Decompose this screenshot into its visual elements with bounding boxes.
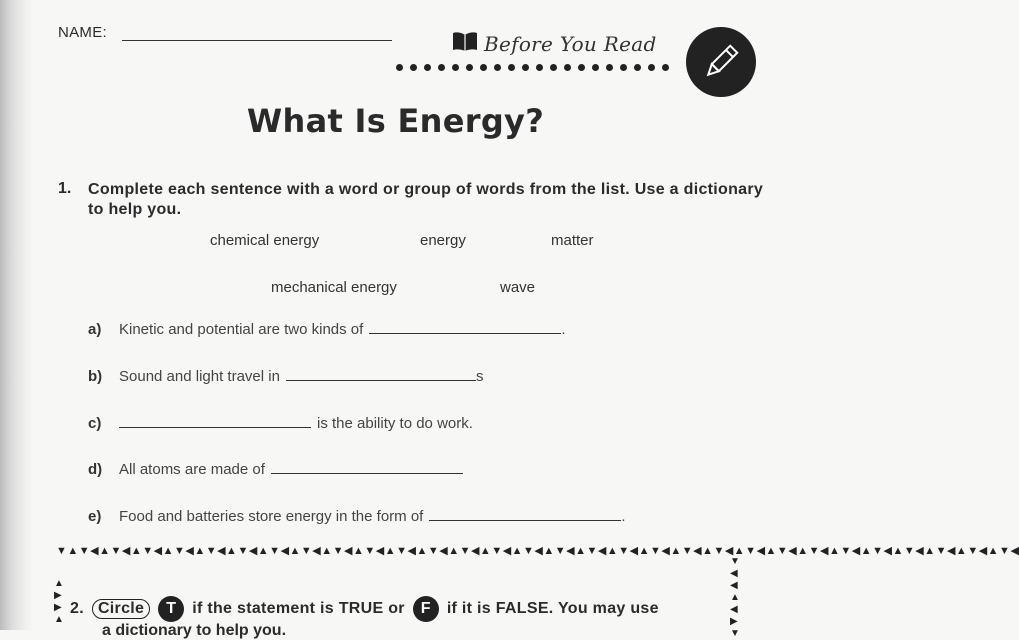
name-field[interactable] bbox=[122, 40, 392, 41]
item-text-end: s bbox=[475, 368, 484, 385]
item-text: All atoms are made of bbox=[119, 461, 265, 478]
item-text: Kinetic and potential are two kinds of bbox=[119, 321, 364, 338]
item-text-end: . bbox=[561, 321, 566, 338]
answer-blank[interactable] bbox=[119, 413, 311, 428]
circle-word: Circle bbox=[92, 599, 150, 619]
triangle-border-right: ▼ ◀ ◀ ▲ ◀ ▶ ▼ bbox=[730, 556, 740, 639]
answer-blank[interactable] bbox=[286, 366, 476, 381]
page-title: What Is Energy? bbox=[246, 102, 545, 140]
open-book-icon bbox=[452, 30, 478, 57]
item-text: Food and batteries store energy in the form of bbox=[119, 508, 424, 525]
item-text-end: is the ability to do work. bbox=[317, 415, 473, 432]
answer-blank[interactable] bbox=[369, 319, 561, 334]
pencil-icon bbox=[686, 27, 756, 97]
triangle-border-left: ▲ ▶ ▶ ▲ bbox=[54, 578, 64, 625]
item-letter: b) bbox=[88, 368, 103, 385]
question-2-text-end: if it is FALSE. You may use bbox=[446, 600, 659, 617]
item-text: Sound and light travel in bbox=[119, 368, 280, 385]
sentence-item-a bbox=[88, 319, 566, 338]
false-badge: F bbox=[413, 596, 439, 622]
sentence-item-e bbox=[88, 506, 626, 525]
sentence-item-c bbox=[88, 413, 473, 432]
word-bank-item: energy bbox=[420, 232, 466, 249]
dot-divider bbox=[396, 64, 669, 71]
item-letter: c) bbox=[88, 415, 102, 432]
answer-blank[interactable] bbox=[271, 459, 463, 474]
item-letter: a) bbox=[88, 321, 102, 338]
question-2 bbox=[70, 596, 659, 622]
sentence-item-b bbox=[88, 366, 483, 385]
true-badge: T bbox=[158, 596, 184, 622]
question-2-text: if the statement is TRUE or bbox=[192, 600, 405, 617]
triangle-border-top: ▼▲▼◀▲▼◀▲▼◀▲▼◀▲▼◀▲▼◀▲▼◀▲▼◀▲▼◀▲▼◀▲▼◀▲▼◀▲▼◀▲▼◀▲▼◀▲▼◀▲▼◀▲▼◀▲▼◀▲▼◀▲▼◀▲▼◀▲▼◀▲▼◀▲▼◀▲▼◀▲▼◀▲▼◀▲▼◀▲▼◀ bbox=[56, 545, 1019, 557]
item-letter: e) bbox=[88, 508, 102, 525]
question-1-prompt: Complete each sentence with a word or group of words from the list. Use a dictionary to help you. bbox=[88, 181, 764, 218]
question-1-number: 1. bbox=[58, 180, 72, 197]
word-bank-item: mechanical energy bbox=[271, 279, 397, 296]
binding-shadow bbox=[0, 0, 34, 630]
question-2-number: 2. bbox=[70, 600, 84, 617]
word-bank-item: wave bbox=[500, 279, 536, 296]
word-bank-item: matter bbox=[551, 232, 594, 249]
question-2-line-2: a dictionary to help you. bbox=[102, 622, 287, 639]
item-letter: d) bbox=[88, 461, 103, 478]
section-label: Before You Read bbox=[484, 31, 657, 56]
word-bank-item: chemical energy bbox=[210, 232, 320, 249]
answer-blank[interactable] bbox=[429, 506, 621, 521]
sentence-item-d bbox=[88, 459, 463, 478]
item-text-end: . bbox=[621, 508, 626, 525]
name-label: NAME: bbox=[58, 24, 108, 41]
section-header bbox=[452, 30, 657, 57]
